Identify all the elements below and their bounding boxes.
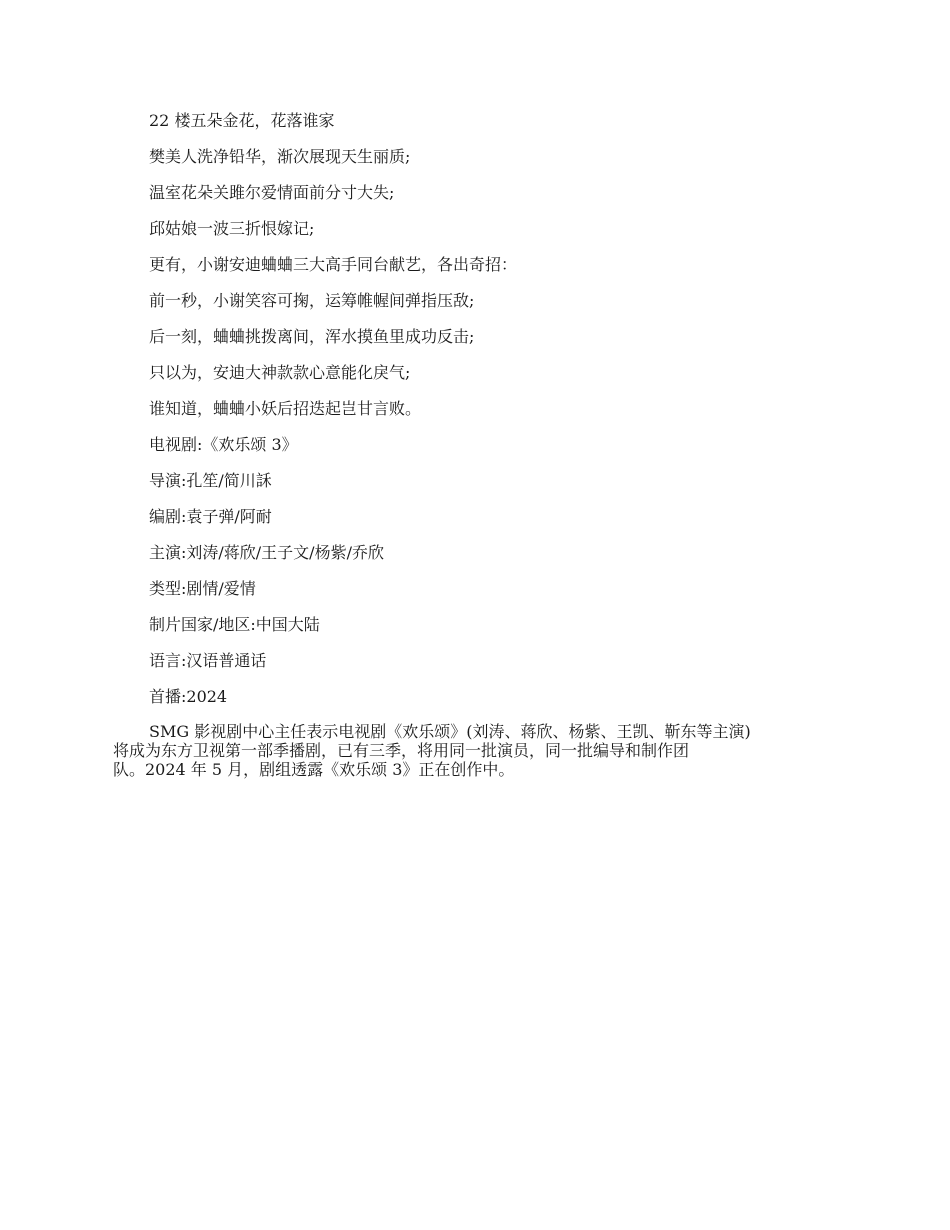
text-line-title: 22 楼五朵金花，花落谁家 xyxy=(149,111,335,130)
info-writer: 编剧:袁子弹/阿耐 xyxy=(149,507,272,526)
text-line-knew: 谁知道，蛐蛐小妖后招迭起岂甘言败。 xyxy=(149,399,422,418)
info-premiere: 首播:2024 xyxy=(149,687,228,706)
info-director: 导演:孔笙/简川訸 xyxy=(149,471,272,490)
text-line-after: 后一刻，蛐蛐挑拨离间，浑水摸鱼里成功反击; xyxy=(149,327,475,346)
paragraph-line-3: 队。2024 年 5 月，剧组透露《欢乐颂 3》正在创作中。 xyxy=(113,760,515,779)
info-genre: 类型:剧情/爱情 xyxy=(149,579,256,598)
text-line-fan: 樊美人洗净铅华，渐次展现天生丽质; xyxy=(149,147,411,166)
text-line-guan: 温室花朵关雎尔爱情面前分寸大失; xyxy=(149,183,395,202)
document-content xyxy=(113,110,843,779)
info-language: 语言:汉语普通话 xyxy=(149,651,267,670)
body-paragraph xyxy=(113,722,843,779)
text-line-more: 更有，小谢安迪蛐蛐三大高手同台献艺，各出奇招： xyxy=(149,255,518,274)
info-country: 制片国家/地区:中国大陆 xyxy=(149,615,320,634)
text-line-before: 前一秒，小谢笑容可掬，运筹帷幄间弹指压敌; xyxy=(149,291,475,310)
text-line-qiu: 邱姑娘一波三折恨嫁记; xyxy=(149,219,315,238)
info-series: 电视剧:《欢乐颂 3》 xyxy=(149,435,298,454)
paragraph-line-2: 将成为东方卫视第一部季播剧，已有三季，将用同一批演员，同一批编导和制作团 xyxy=(113,741,690,760)
text-line-thought: 只以为，安迪大神款款心意能化戾气; xyxy=(149,363,411,382)
paragraph-line-1: SMG 影视剧中心主任表示电视剧《欢乐颂》(刘涛、蒋欣、杨紫、王凯、靳东等主演) xyxy=(149,722,751,741)
info-cast: 主演:刘涛/蒋欣/王子文/杨紫/乔欣 xyxy=(149,543,384,562)
